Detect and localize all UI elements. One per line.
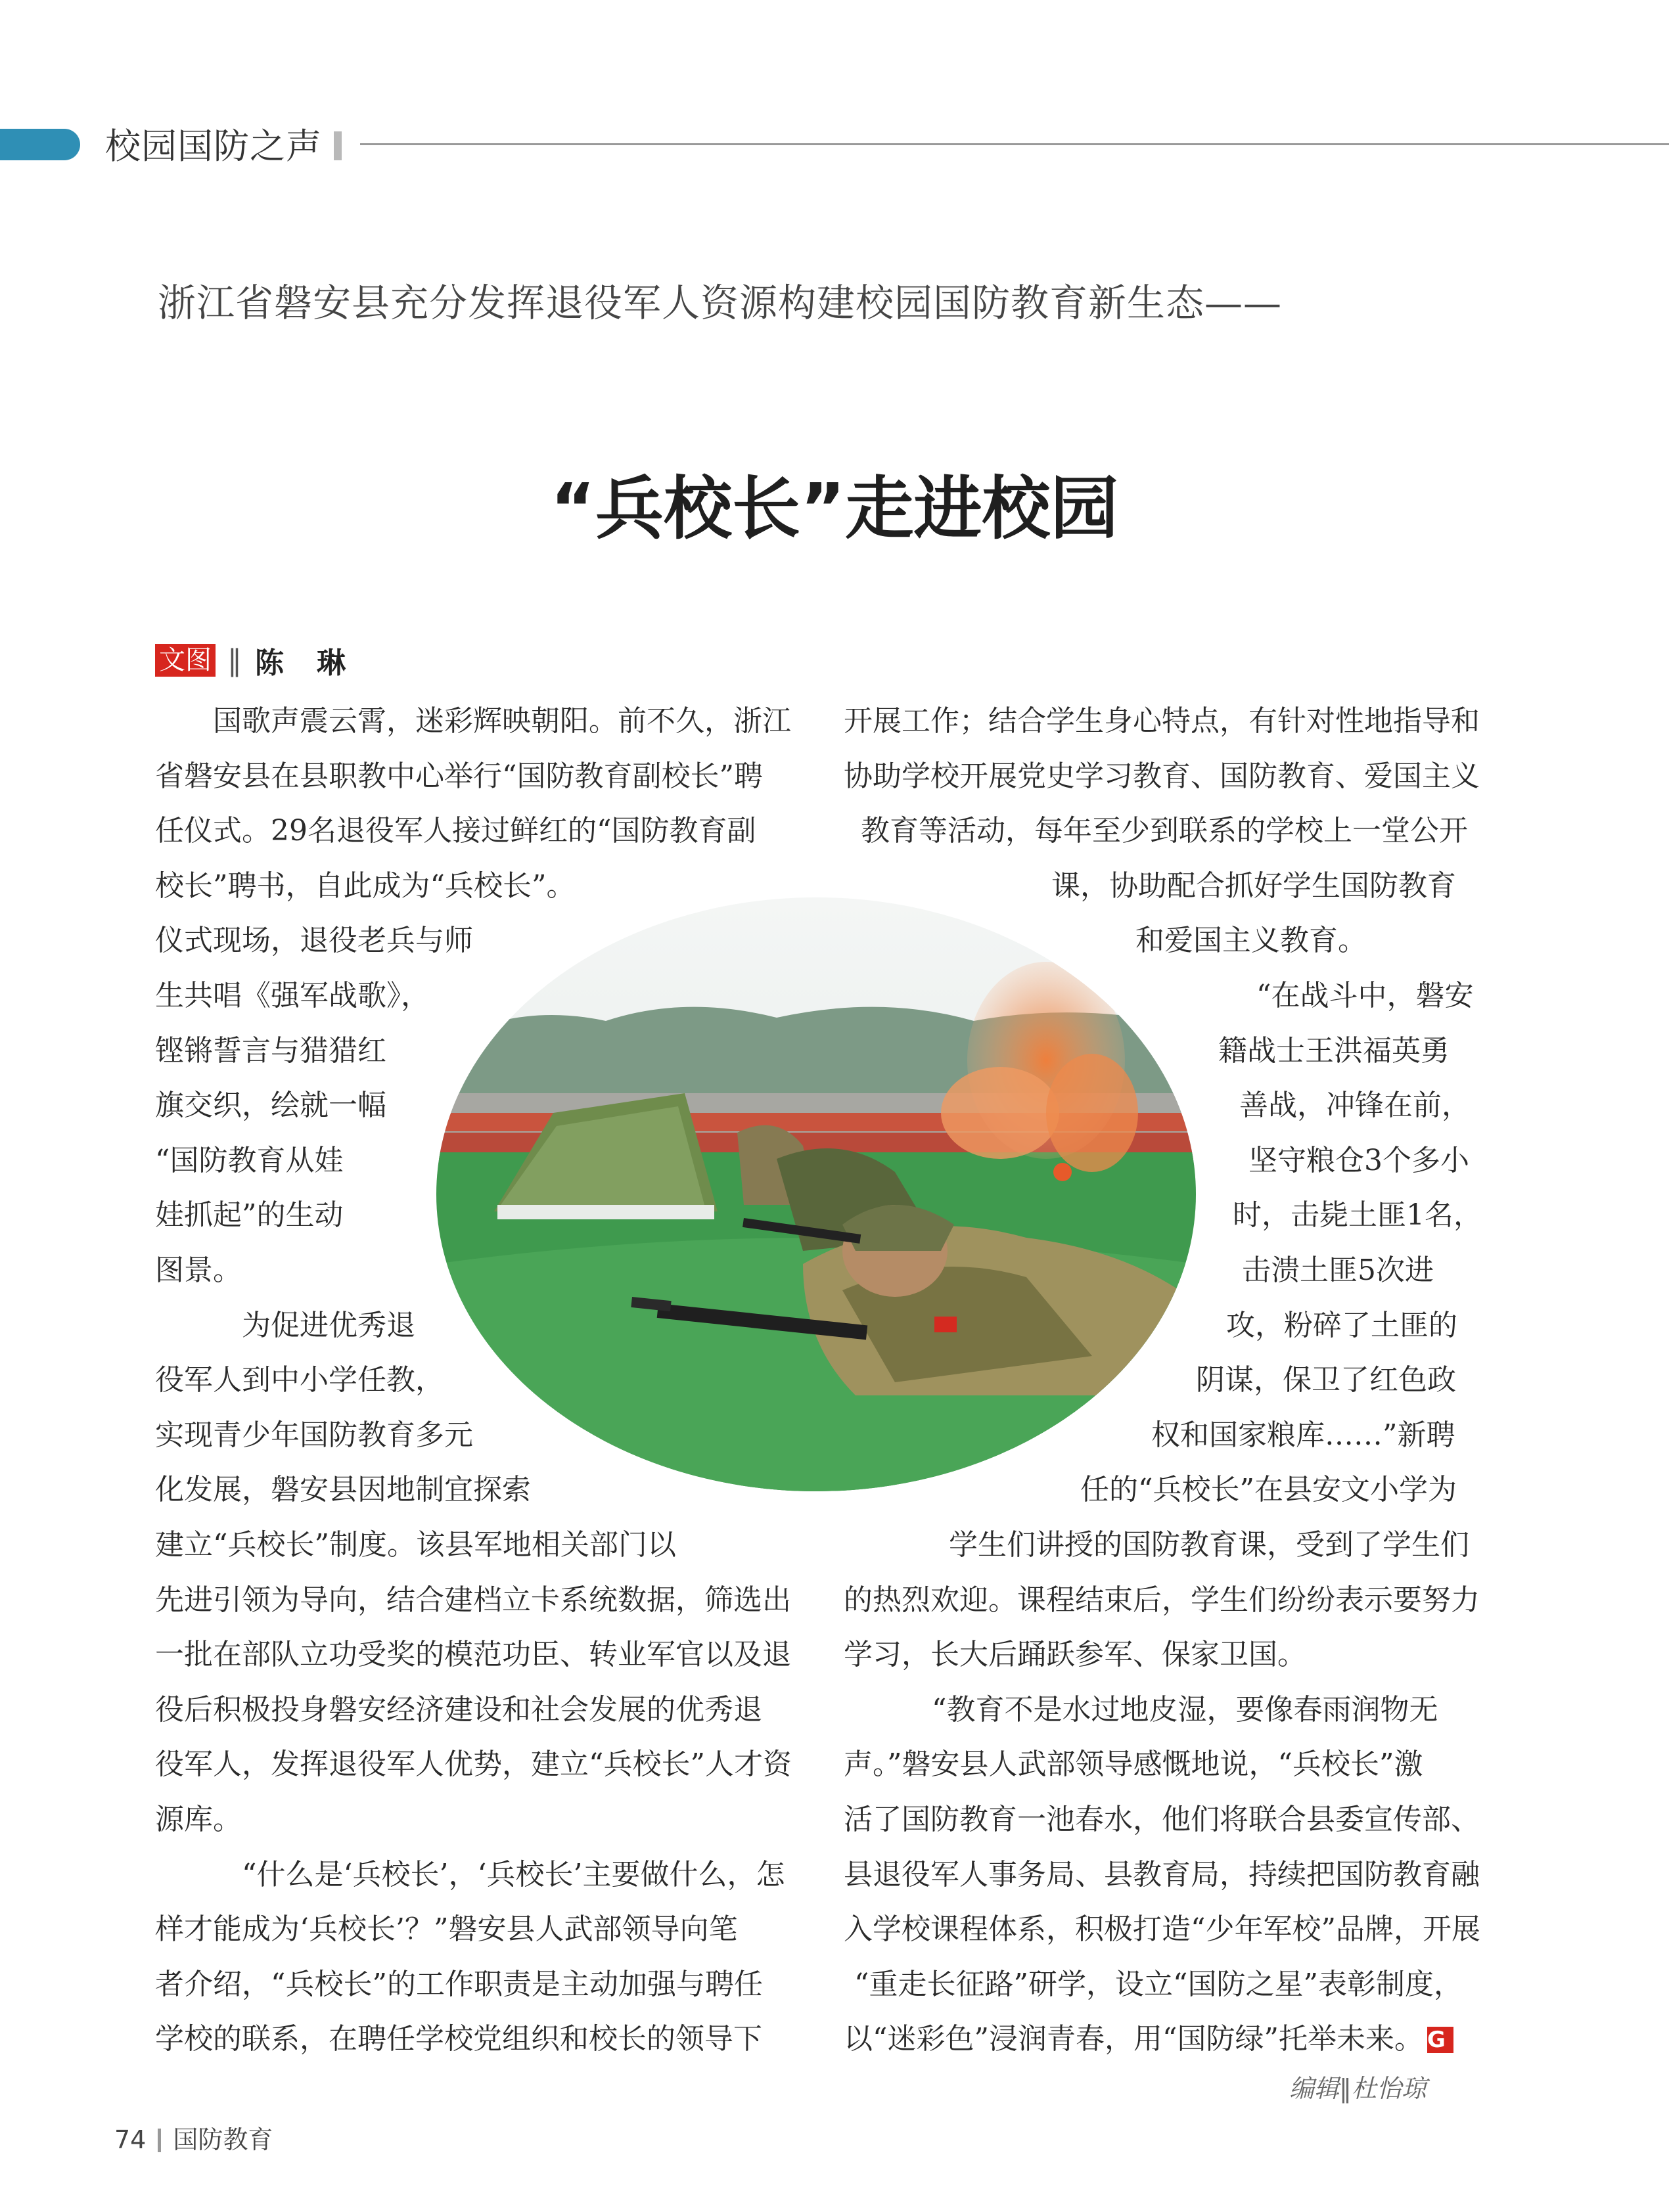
page-footer: [114, 2119, 273, 2156]
left-column-line: “国防教育从娃: [155, 1143, 344, 1177]
left-column-line: 建立“兵校长”制度。该县军地相关部门以: [155, 1528, 676, 1562]
left-column-line: 旗交织，绘就一幅: [155, 1089, 386, 1123]
right-column-line: 任的“兵校长”在县安文小学为: [1080, 1473, 1457, 1507]
left-column-line: 图景。: [155, 1253, 242, 1287]
left-column-line: 役后积极投身磐安经济建设和社会发展的优秀退: [155, 1692, 762, 1727]
end-mark-icon: G: [1427, 2027, 1453, 2053]
right-column-line: 和爱国主义教育。: [1135, 924, 1367, 958]
left-column-line: 仪式现场，退役老兵与师: [155, 924, 473, 958]
header-rule: [360, 143, 1669, 145]
right-column-line: 教育等活动，每年至少到联系的学校上一堂公开: [861, 814, 1468, 848]
byline-tag: 文图: [155, 644, 216, 677]
left-column-line: “什么是‘兵校长’，‘兵校长’主要做什么，怎: [242, 1857, 785, 1891]
right-column-line: 课，协助配合抓好学生国防教育: [1051, 869, 1456, 903]
left-column-line: 省磐安县在县职教中心举行“国防教育副校长”聘: [155, 759, 763, 793]
article-subtitle: 浙江省磐安县充分发挥退役军人资源构建校园国防教育新生态——: [158, 281, 1283, 325]
left-column-line: 一批在部队立功受奖的模范功臣、转业军官以及退: [155, 1638, 791, 1672]
right-column-line: 权和国家粮库……”新聘: [1151, 1418, 1455, 1452]
section-divider-bar: [334, 131, 342, 160]
left-column-line: 国歌声震云霄，迷彩辉映朝阳。前不久，浙江: [213, 704, 791, 738]
right-column-line: 善战，冲锋在前，: [1239, 1089, 1471, 1123]
page-number: 74: [114, 2125, 147, 2154]
left-column-line: 役军人，发挥退役军人优势，建立“兵校长”人才资: [155, 1748, 792, 1782]
right-column-line: 学习，长大后踊跃参军、保家卫国。: [844, 1638, 1306, 1672]
right-column-line: 坚守粮仓3个多小: [1248, 1143, 1469, 1177]
byline: [155, 643, 378, 678]
right-column-line: 开展工作；结合学生身心特点，有针对性地指导和: [844, 704, 1480, 738]
right-column-line: 击溃土匪5次进: [1242, 1253, 1434, 1287]
left-column-line: 者介绍，“兵校长”的工作职责是主动加强与聘任: [155, 1967, 763, 2001]
right-column-line: 时，击毙土匪1名，: [1233, 1198, 1482, 1232]
left-column-line: 样才能成为‘兵校长’？”磐安县人武部领导向笔: [155, 1912, 738, 1947]
right-column-line: “教育不是水过地皮湿，要像春雨润物无: [932, 1692, 1438, 1727]
right-column-line: 籍战士王洪福英勇: [1218, 1033, 1450, 1068]
left-column-line: 铿锵誓言与猎猎红: [155, 1033, 386, 1068]
left-column-line: 先进引领为导向，结合建档立卡系统数据，筛选出: [155, 1583, 791, 1617]
right-column-line: 攻，粉碎了土匪的: [1226, 1308, 1457, 1342]
right-column-line: 协助学校开展党史学习教育、国防教育、爱国主义: [844, 759, 1480, 793]
left-column-line: 校长”聘书，自此成为“兵校长”。: [155, 869, 576, 903]
right-column-line: 的热烈欢迎。课程结束后，学生们纷纷表示要努力: [844, 1583, 1480, 1617]
left-column-line: 实现青少年国防教育多元: [155, 1418, 473, 1452]
left-column-line: 娃抓起”的生动: [155, 1198, 344, 1232]
left-column-line: 役军人到中小学任教，: [155, 1363, 444, 1397]
right-column-line: “重走长征路”研学，设立“国防之星”表彰制度，: [854, 1967, 1463, 2001]
section-tab-marker: [0, 129, 80, 160]
left-column-line: 为促进优秀退: [242, 1308, 415, 1342]
left-column-line: 任仪式。29名退役军人接过鲜红的“国防教育副: [155, 814, 756, 848]
footer-divider: [158, 2129, 161, 2152]
left-column-line: 化发展，磐安县因地制宜探索: [155, 1473, 531, 1507]
left-column-line: 学校的联系，在聘任学校党组织和校长的领导下: [155, 2022, 762, 2056]
training-photo: [435, 896, 1197, 1493]
editor-credit: 编辑‖杜怡琼: [1289, 2074, 1427, 2103]
right-column-line: 以“迷彩色”浸润青春，用“国防绿”托举未来。 G: [844, 2022, 1453, 2056]
right-column-line: “在战斗中，磐安: [1256, 979, 1474, 1012]
right-column-line: 学生们讲授的国防教育课，受到了学生们: [949, 1528, 1469, 1562]
right-column-line: 阴谋，保卫了红色政: [1196, 1363, 1456, 1397]
byline-separator: ‖: [227, 643, 242, 677]
right-column-line: 声。”磐安县人武部领导感慨地说，“兵校长”激: [844, 1748, 1423, 1782]
section-title: 校园国防之声: [105, 125, 322, 167]
right-column-line: 活了国防教育一池春水，他们将联合县委宣传部、: [844, 1803, 1480, 1836]
magazine-name: 国防教育: [173, 2125, 273, 2154]
right-column-line: 入学校课程体系，积极打造“少年军校”品牌，开展: [844, 1912, 1480, 1947]
byline-author: 陈琳: [255, 646, 378, 680]
left-column-line: 生共唱《强军战歌》，: [155, 979, 430, 1012]
left-column-line: 源库。: [155, 1803, 242, 1836]
right-column-line: 县退役军人事务局、县教育局，持续把国防教育融: [844, 1857, 1480, 1891]
article-title: “兵校长”走进校园: [550, 468, 1119, 549]
